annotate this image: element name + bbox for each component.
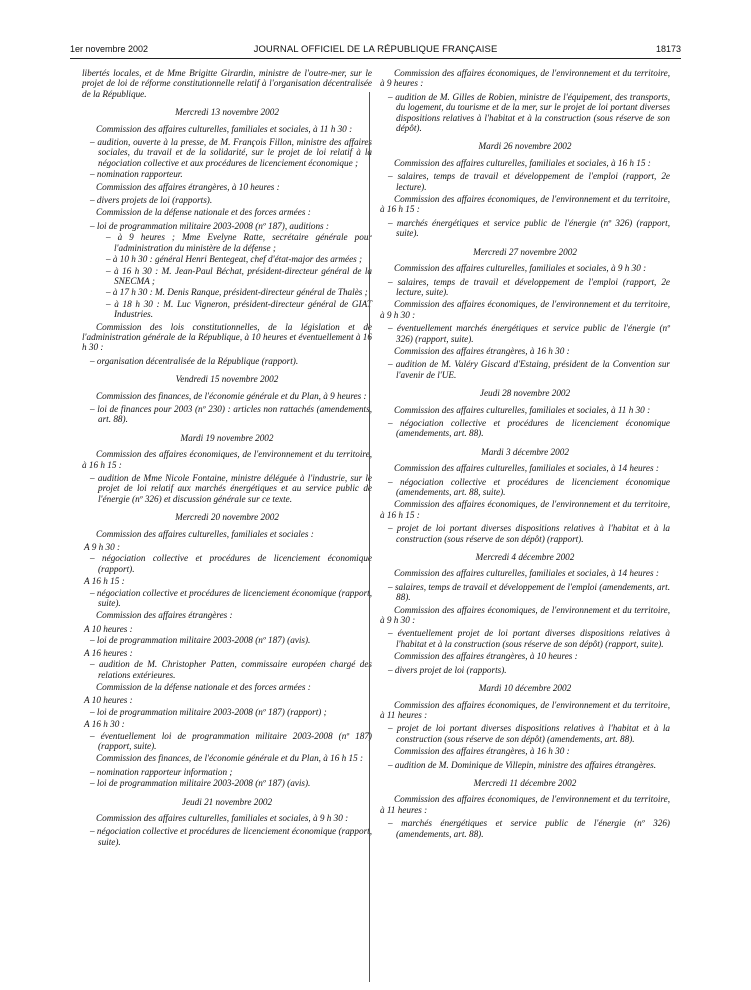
agenda-item: – loi de finances pour 2003 (nº 230) : articles non rattachés (amendements, art. 88). bbox=[90, 403, 372, 425]
session-time: A 10 heures : bbox=[84, 623, 133, 634]
agenda-item: – salaires, temps de travail et développement de l'emploi (rapport, 2e lecture, suite). bbox=[388, 276, 670, 297]
committee-line: Commission des affaires économiques, de l'environnement et du territoire, à 16 h 15 : bbox=[380, 499, 670, 520]
agenda-item: – éventuellement marchés énergétiques et service public de l'énergie (nº 326) (rapport, suite). bbox=[388, 323, 670, 344]
right-column bbox=[380, 66, 670, 840]
agenda-item: – négociation collective et procédures de licenciement économique (amendements, art. 88, suite). bbox=[388, 476, 670, 497]
agenda-item: – nomination rapporteur information ; bbox=[90, 766, 233, 777]
page-header bbox=[70, 44, 681, 58]
agenda-item: – audition de M. Gilles de Robien, ministre de l'équipement, des transports, du logement, du tourisme et de la mer, sur le projet de loi portant diverses dispositions relatives à l'habitat et à la construction (sous réserve de son dépôt). bbox=[388, 91, 670, 134]
agenda-item: – audition de M. Christopher Patten, commissaire européen chargé des relations extérieures. bbox=[90, 659, 372, 680]
agenda-subitem: – à 9 heures ; Mme Evelyne Ratte, secrétaire générale pour l'administration du ministère de la défense ; bbox=[106, 232, 372, 253]
session-time: A 9 h 30 : bbox=[84, 542, 121, 553]
agenda-item: – audition de Mme Nicole Fontaine, ministre déléguée à l'industrie, sur le projet de loi relatif aux marchés énergétiques et au service public de l'énergie (nº 326) et discussion générale sur ce texte. bbox=[90, 473, 372, 504]
agenda-subitem: – à 16 h 30 : M. Jean-Paul Béchat, président-directeur général de la SNECMA ; bbox=[106, 265, 372, 286]
session-time: A 16 h 30 : bbox=[84, 719, 125, 730]
session-date: Jeudi 21 novembre 2002 bbox=[181, 796, 273, 807]
committee-line: Commission des finances, de l'économie générale et du Plan, à 9 heures : bbox=[96, 390, 367, 401]
committee-line: Commission des affaires culturelles, familiales et sociales, à 11 h 30 : bbox=[394, 404, 651, 415]
committee-line: Commission des affaires étrangères, à 16 h 30 : bbox=[394, 345, 570, 356]
committee-line: Commission des affaires économiques, de l'environnement et du territoire, à 9 h 30 : bbox=[380, 604, 670, 626]
agenda-item: – divers projet de loi (rapports). bbox=[388, 664, 507, 675]
agenda-subitem: – à 17 h 30 : M. Denis Ranque, président-directeur général de Thalès ; bbox=[106, 287, 368, 298]
committee-line: Commission des affaires culturelles, familiales et sociales, à 14 heures : bbox=[394, 463, 659, 474]
session-time: A 16 heures : bbox=[84, 647, 133, 658]
column-divider bbox=[369, 92, 370, 982]
committee-line: Commission des affaires étrangères, à 10 heures : bbox=[96, 181, 280, 192]
agenda-item: – audition de M. Dominique de Villepin, ministre des affaires étrangères. bbox=[388, 759, 657, 770]
session-date: Mardi 10 décembre 2002 bbox=[478, 683, 572, 694]
agenda-item: – éventuellement loi de programmation militaire 2003-2008 (nº 187) (rapport, suite). bbox=[90, 730, 372, 751]
agenda-item: – loi de programmation militaire 2003-2008 (nº 187) (rapport) ; bbox=[90, 706, 327, 717]
page-number: 18173 bbox=[655, 44, 681, 54]
committee-line: Commission des affaires culturelles, familiales et sociales : bbox=[96, 528, 314, 539]
agenda-item: – divers projets de loi (rapports). bbox=[90, 195, 213, 206]
committee-line: Commission des affaires économiques, de l'environnement et du territoire, à 11 heures : bbox=[380, 699, 670, 720]
committee-line: Commission des affaires économiques, de l'environnement et du territoire, à 9 h 30 : bbox=[380, 299, 670, 320]
agenda-item: – négociation collective et procédures de licenciement économique (rapport). bbox=[90, 553, 372, 574]
session-time: A 10 heures : bbox=[84, 695, 133, 706]
agenda-item: – audition, ouverte à la presse, de M. François Fillon, ministre des affaires sociales, du travail et de la solidarité, sur le projet de loi relatif à la négociation collective et aux procédures de licenciement économique ; bbox=[90, 137, 372, 168]
committee-line: Commission des affaires culturelles, familiales et sociales, à 11 h 30 : bbox=[96, 123, 353, 134]
agenda-item: – marchés énergétiques et service public de l'énergie (nº 326) (rapport, suite). bbox=[388, 217, 670, 239]
committee-line: Commission des affaires étrangères, à 10 heures : bbox=[394, 651, 578, 662]
agenda-item: – salaires, temps de travail et développement de l'emploi (amendements, art. 88). bbox=[388, 581, 670, 603]
committee-line: Commission des affaires économiques, de l'environnement et du territoire, à 16 h 15 : bbox=[380, 194, 670, 215]
agenda-item: – négociation collective et procédures de licenciement économique (amendements, art. 88). bbox=[388, 417, 670, 439]
agenda-item: – audition de M. Valéry Giscard d'Estaing, président de la Convention sur l'avenir de l'UE. bbox=[388, 359, 670, 380]
agenda-subitem: – à 10 h 30 : général Henri Bentegeat, chef d'état-major des armées ; bbox=[106, 254, 363, 265]
session-date: Vendredi 15 novembre 2002 bbox=[175, 374, 279, 385]
committee-line: Commission des affaires culturelles, familiales et sociales, à 9 h 30 : bbox=[394, 263, 647, 274]
session-date: Mercredi 11 décembre 2002 bbox=[473, 777, 577, 788]
committee-line: Commission des affaires économiques, de l'environnement et du territoire, à 11 heures : bbox=[380, 794, 670, 815]
committee-line: Commission de la défense nationale et des forces armées : bbox=[96, 681, 311, 692]
agenda-item: – négociation collective et procédures de licenciement économique (rapport, suite). bbox=[90, 826, 372, 847]
agenda-subitem: – à 18 h 30 : M. Luc Vigneron, président-directeur général de GIAT Industries. bbox=[106, 298, 372, 320]
agenda-item: – projet de loi portant diverses dispositions relatives à l'habitat et à la construction (sous réserve de son dépôt) (amendements, art. 88). bbox=[388, 723, 670, 744]
committee-line: Commission des affaires culturelles, familiales et sociales, à 16 h 15 : bbox=[394, 157, 651, 168]
agenda-item: – projet de loi portant diverses dispositions relatives à l'habitat et à la construction (sous réserve de son dépôt) (rapport). bbox=[388, 523, 670, 544]
agenda-item: – salaires, temps de travail et développement de l'emploi (rapport, 2e lecture). bbox=[388, 171, 670, 192]
paragraph: libertés locales, et de Mme Brigitte Girardin, ministre de l'outre-mer, sur le projet de loi de réforme constitutionnelle relatif à l'organisation décentralisée de la République. bbox=[82, 68, 372, 99]
journal-title: JOURNAL OFFICIEL DE LA RÉPUBLIQUE FRANÇAISE bbox=[253, 44, 498, 55]
agenda-item: – négociation collective et procédures de licenciement économique (rapport, suite). bbox=[90, 587, 372, 609]
agenda-item: – marchés énergétiques et service public de l'énergie (nº 326) (amendements, art. 88). bbox=[388, 818, 670, 839]
committee-line: Commission des finances, de l'économie générale et du Plan, à 16 h 15 : bbox=[96, 753, 364, 764]
session-date: Mercredi 4 décembre 2002 bbox=[475, 552, 575, 563]
agenda-item: – nomination rapporteur. bbox=[90, 169, 183, 180]
agenda-item: – loi de programmation militaire 2003-2008 (nº 187) (avis). bbox=[90, 778, 311, 789]
session-date: Mardi 26 novembre 2002 bbox=[478, 141, 572, 152]
session-date: Mercredi 20 novembre 2002 bbox=[175, 512, 279, 523]
committee-line: Commission des affaires économiques, de l'environnement et du territoire, à 16 h 15 : bbox=[82, 449, 372, 470]
session-date: Mardi 19 novembre 2002 bbox=[180, 432, 274, 443]
agenda-item: – organisation décentralisée de la République (rapport). bbox=[90, 355, 299, 366]
committee-line: Commission de la défense nationale et des forces armées : bbox=[96, 207, 311, 218]
agenda-item: – loi de programmation militaire 2003-2008 (nº 187), auditions : bbox=[90, 220, 329, 231]
header-rule bbox=[70, 58, 681, 59]
committee-line: Commission des affaires étrangères : bbox=[96, 610, 233, 621]
committee-line: Commission des affaires culturelles, familiales et sociales, à 9 h 30 : bbox=[96, 812, 349, 823]
agenda-item: – éventuellement projet de loi portant diverses dispositions relatives à l'habitat et à la construction (sous réserve de son dépôt) (rapport, suite). bbox=[388, 628, 670, 649]
committee-line: Commission des affaires étrangères, à 16 h 30 : bbox=[394, 746, 570, 757]
session-date: Jeudi 28 novembre 2002 bbox=[479, 388, 571, 399]
committee-line: Commission des affaires économiques, de l'environnement et du territoire, à 9 heures : bbox=[380, 68, 670, 89]
left-column bbox=[82, 66, 372, 848]
session-time: A 16 h 15 : bbox=[84, 576, 125, 587]
session-date: Mercredi 13 novembre 2002 bbox=[175, 107, 279, 118]
committee-line: Commission des affaires culturelles, familiales et sociales, à 14 heures : bbox=[394, 568, 659, 579]
committee-line: Commission des lois constitutionnelles, de la législation et de l'administration générale de la République, à 10 heures et éventuellement à 16 h 30 : bbox=[82, 321, 372, 353]
agenda-item: – loi de programmation militaire 2003-2008 (nº 187) (avis). bbox=[90, 635, 311, 646]
issue-date: 1er novembre 2002 bbox=[70, 44, 149, 54]
session-date: Mercredi 27 novembre 2002 bbox=[473, 246, 577, 257]
session-date: Mardi 3 décembre 2002 bbox=[481, 446, 569, 457]
